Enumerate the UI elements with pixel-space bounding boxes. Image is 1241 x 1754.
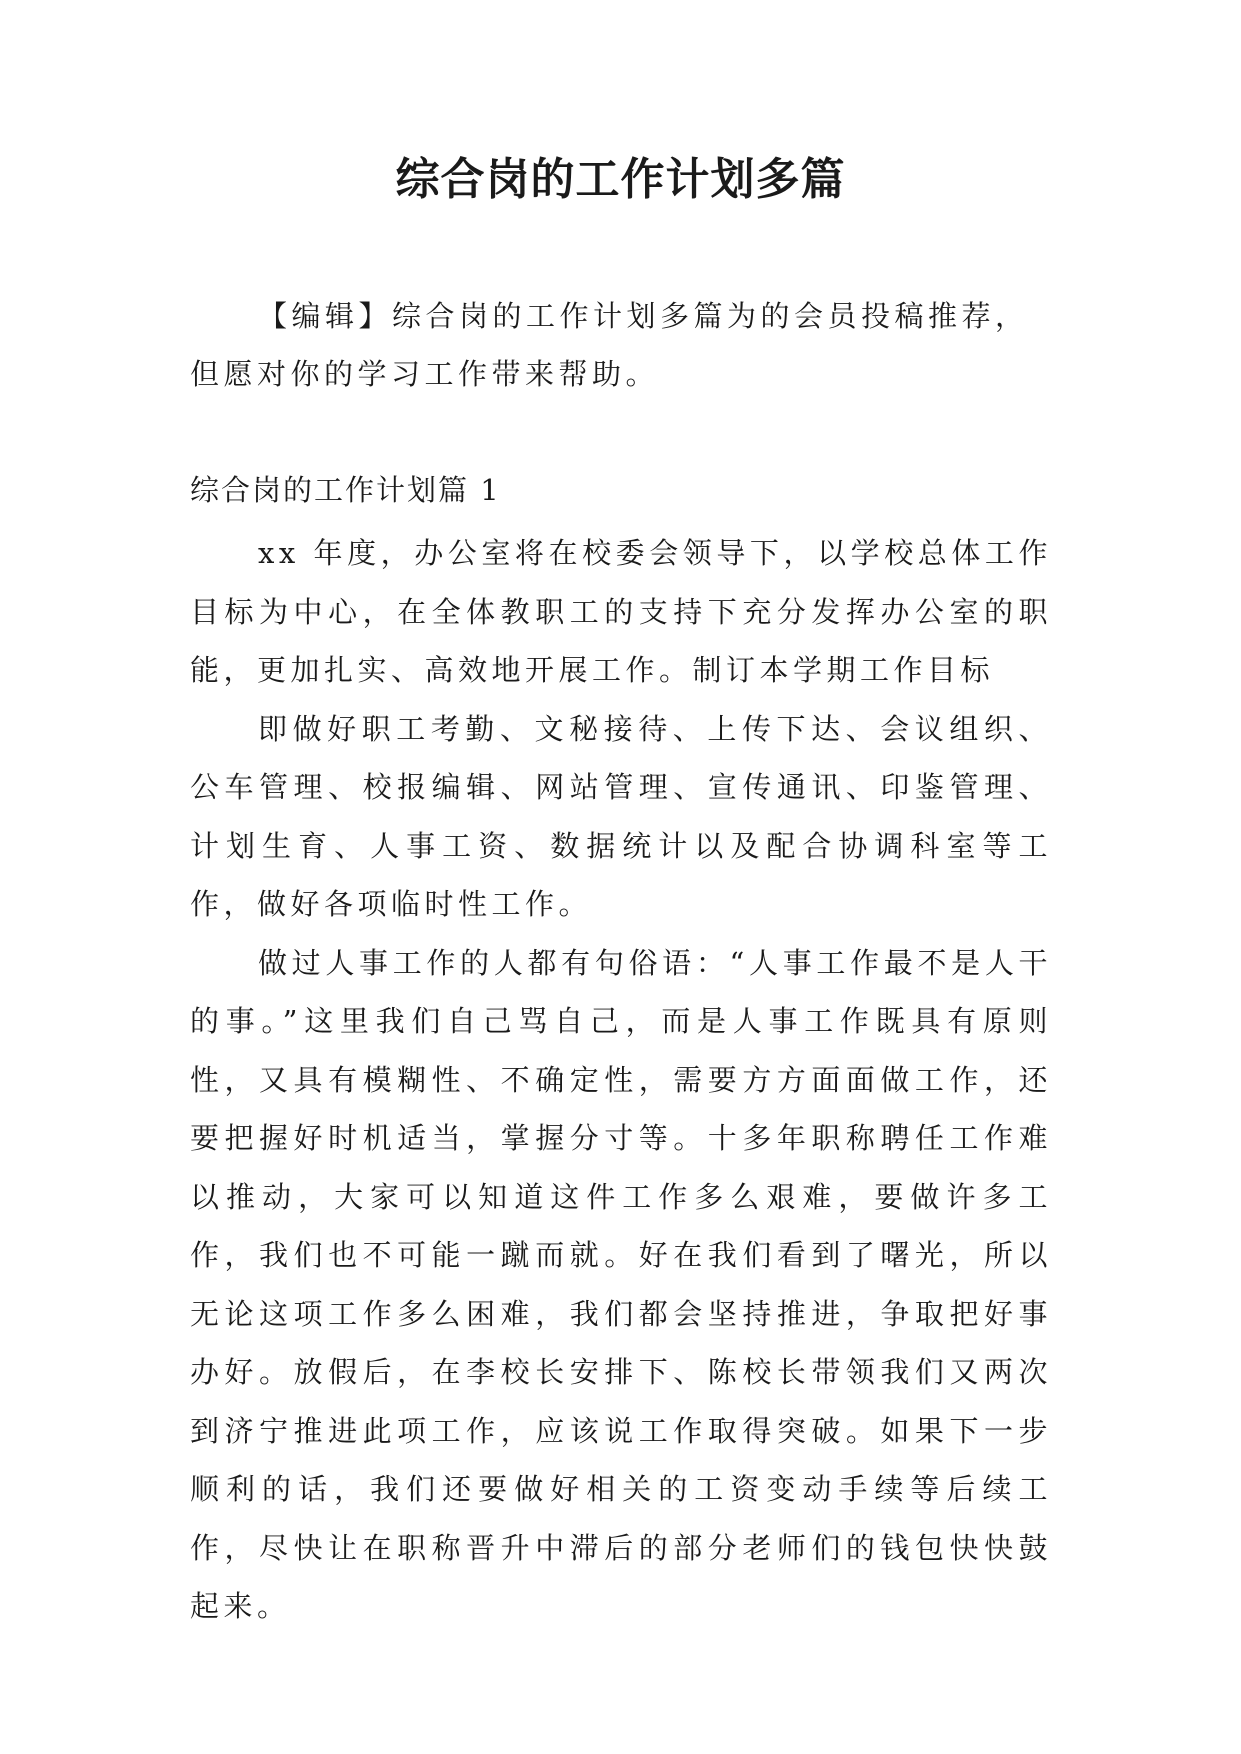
body-paragraph: 做过人事工作的人都有句俗语：“人事工作最不是人干的事。”这里我们自己骂自己，而是人事工作既具有原则性，又具有模糊性、不确定性，需要方方面面做工作，还要把握好时机适当，掌握分寸等。十多年职称聘任工作难以推动，大家可以知道这件工作多么艰难，要做许多工作，我们也不可能一蹴而就。好在我们看到了曙光，所以无论这项工作多么困难，我们都会坚持推进，争取把好事办好。放假后，在李校长安排下、陈校长带领我们又两次到济宁推进此项工作，应该说工作取得突破。如果下一步顺利的话，我们还要做好相关的工资变动手续等后续工作，尽快让在职称晋升中滞后的部分老师们的钱包快快鼓起来。 — [190, 945, 1052, 1623]
body-paragraph: 即做好职工考勤、文秘接待、上传下达、会议组织、公车管理、校报编辑、网站管理、宣传通讯、印鉴管理、计划生育、人事工资、数据统计以及配合协调科室等工作，做好各项临时性工作。 — [190, 711, 1052, 921]
body-paragraph: xx 年度，办公室将在校委会领导下，以学校总体工作目标为中心，在全体教职工的支持下充分发挥办公室的职能，更加扎实、高效地开展工作。制订本学期工作目标 — [190, 536, 1052, 687]
document-body — [190, 524, 1052, 1636]
document-title: 综合岗的工作计划多篇 — [395, 154, 846, 205]
section-heading: 综合岗的工作计划篇 1 — [190, 473, 501, 507]
intro-paragraph: 【编辑】综合岗的工作计划多篇为的会员投稿推荐，但愿对你的学习工作带来帮助。 — [190, 299, 1029, 391]
